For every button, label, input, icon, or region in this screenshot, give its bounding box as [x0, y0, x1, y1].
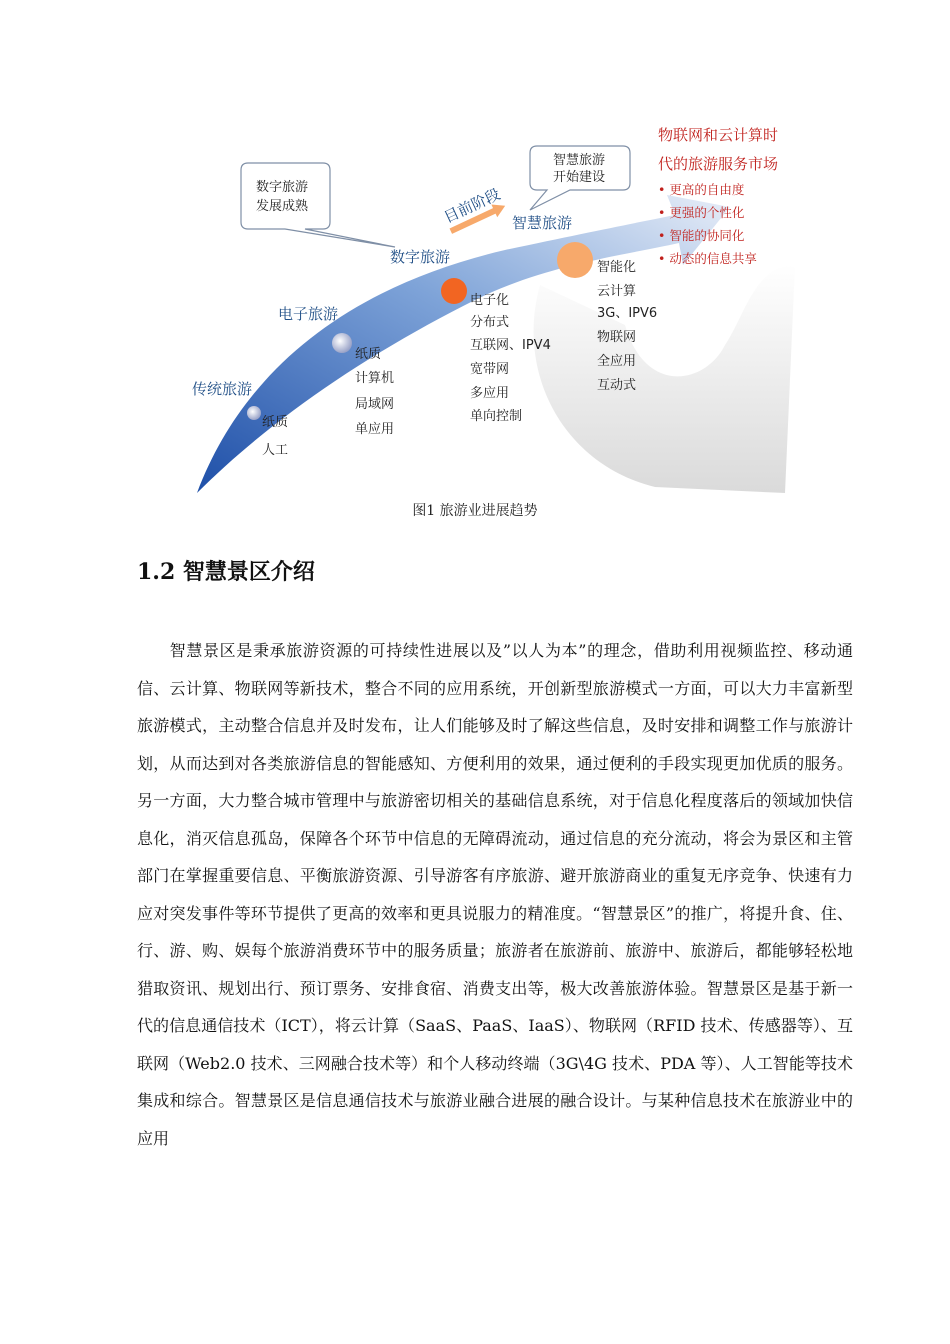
feature-item: 宽带网	[470, 362, 510, 377]
dot-smart	[557, 242, 593, 278]
callout-smart-line2: 开始建设	[553, 170, 606, 185]
market-title-line1: 物联网和云计算时	[658, 126, 779, 144]
feature-item: 云计算	[597, 284, 637, 299]
section-heading: 1.2 智慧景区介绍	[137, 559, 315, 585]
market-item: • 动态的信息共享	[658, 251, 757, 266]
stage-digital: 数字旅游	[390, 248, 451, 266]
stage-smart: 智慧旅游	[512, 214, 573, 232]
feature-item: 计算机	[355, 371, 395, 386]
features-electronic	[355, 347, 394, 437]
feature-item: 纸质	[355, 347, 382, 362]
trend-figure	[185, 115, 805, 500]
callout-digital-line2: 发展成熟	[256, 199, 309, 214]
feature-item: 物联网	[597, 330, 637, 345]
current-stage-marker	[441, 185, 508, 238]
feature-item: 互联网、IPV4	[470, 338, 551, 353]
feature-item: 单应用	[355, 422, 395, 437]
feature-item: 互动式	[597, 378, 637, 393]
figure-caption: 图1 旅游业进展趋势	[412, 503, 538, 519]
feature-item: 局域网	[355, 397, 395, 412]
feature-item: 纸质	[262, 415, 289, 430]
market-title-line2: 代的旅游服务市场	[658, 155, 779, 173]
current-stage-label: 目前阶段	[441, 184, 504, 227]
feature-item: 人工	[262, 443, 289, 458]
feature-item: 全应用	[597, 354, 637, 369]
feature-item: 单向控制	[470, 409, 523, 424]
stage-traditional: 传统旅游	[192, 380, 253, 398]
body-text: 智慧景区是秉承旅游资源的可持续性进展以及”以人为本”的理念，借助利用视频监控、移动通信、云计算、物联网等新技术，整合不同的应用系统，开创新型旅游模式一方面，可以大力丰富新型旅游模式，主动整合信息并及时发布，让人们能够及时了解这些信息，及时安排和调整工作与旅游计划，从而达到对各类旅游信息的智能感知、方便利用的效果，通过便利的手段实现更加优质的服务。另一方面，大力整合城市管理中与旅游密切相关的基础信息系统，对于信息化程度落后的领域加快信息化，消灭信息孤岛，保障各个环节中信息的无障碍流动，通过信息的充分流动，将会为景区和主管部门在掌握重要信息、平衡旅游资源、引导游客有序旅游、避开旅游商业的重复无序竞争、快速有力应对突发事件等环节提供了更高的效率和更具说服力的精准度。“智慧景区”的推广，将提升食、住、行、游、购、娱每个旅游消费环节中的服务质量；旅游者在旅游前、旅游中、旅游后，都能够轻松地猎取资讯、规划出行、预订票务、安排食宿、消费支出等，极大改善旅游体验。智慧景区是基于新一代的信息通信技术（ICT），将云计算（SaaS、PaaS、IaaS）、物联网（RFID 技术、传感器等）、互联网（Web2.0 技术、三网融合技术等）和个人移动终端（3G\4G 技术、PDA 等）、人工智能等技术集成和综合。智慧景区是信息通信技术与旅游业融合进展的融合设计。与某种信息技术在旅游业中的应用	[137, 641, 853, 1148]
trend-diagram	[185, 115, 805, 500]
feature-item: 智能化	[597, 260, 637, 275]
market-item: • 智能的协同化	[658, 228, 745, 243]
body-paragraph	[137, 632, 853, 1157]
callout-digital-line1: 数字旅游	[256, 180, 309, 195]
dot-traditional	[247, 406, 261, 420]
feature-item: 多应用	[470, 386, 510, 401]
market-panel	[658, 126, 778, 266]
feature-item: 分布式	[470, 315, 510, 330]
stage-electronic: 电子旅游	[278, 305, 339, 323]
features-traditional	[262, 415, 288, 458]
feature-item: 电子化	[470, 293, 510, 308]
market-item: • 更高的自由度	[658, 182, 745, 197]
dot-digital	[441, 278, 467, 304]
background-swoosh	[534, 265, 795, 493]
dot-electronic	[332, 333, 352, 353]
market-item: • 更强的个性化	[658, 205, 745, 220]
feature-item: 3G、IPV6	[597, 306, 658, 321]
callout-smart-line1: 智慧旅游	[553, 153, 606, 168]
